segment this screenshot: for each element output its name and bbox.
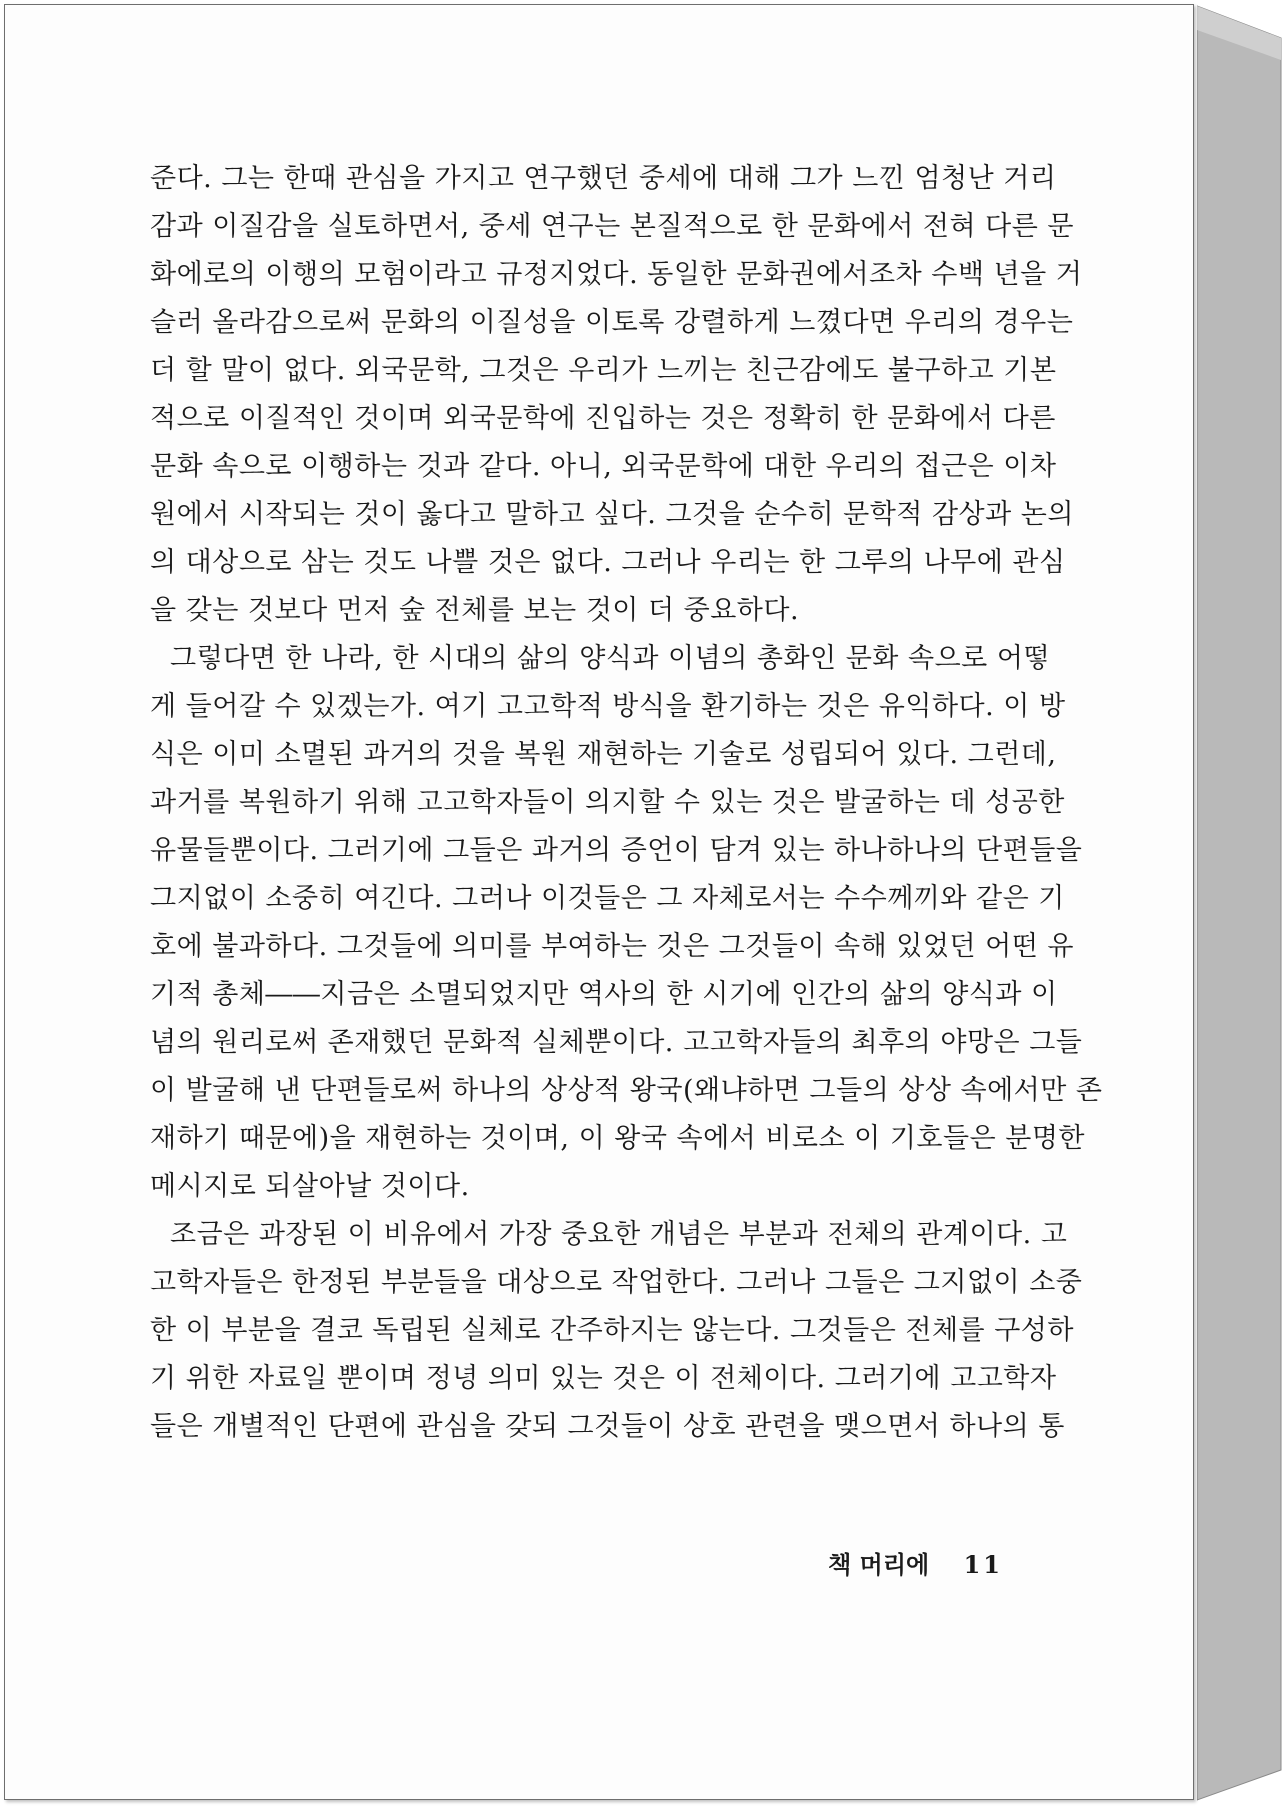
text-line: 그지없이 소중히 여긴다. 그러나 이것들은 그 자체로서는 수수께끼와 같은 기 xyxy=(150,883,1065,914)
paragraph xyxy=(150,155,1083,635)
text-line: 원에서 시작되는 것이 옳다고 말하고 싶다. 그것을 순수히 문학적 감상과 논의 xyxy=(150,499,1074,530)
text-line: 이 발굴해 낸 단편들로써 하나의 상상적 왕국(왜냐하면 그들의 상상 속에서만 존 xyxy=(150,1075,1103,1106)
paragraph xyxy=(150,1211,1083,1451)
text-line: 념의 원리로써 존재했던 문화적 실체뿐이다. 고고학자들의 최후의 야망은 그들 xyxy=(150,1027,1083,1058)
text-line: 조금은 과장된 이 비유에서 가장 중요한 개념은 부분과 전체의 관계이다. 고 xyxy=(170,1219,1068,1250)
text-line: 준다. 그는 한때 관심을 가지고 연구했던 중세에 대해 그가 느낀 엄청난 거리 xyxy=(150,163,1057,194)
text-line: 메시지로 되살아날 것이다. xyxy=(150,1171,470,1202)
text-line: 화에로의 이행의 모험이라고 규정지었다. 동일한 문화권에서조차 수백 년을 거 xyxy=(150,259,1083,290)
book-page xyxy=(4,4,1194,1800)
text-line: 을 갖는 것보다 먼저 숲 전체를 보는 것이 더 중요하다. xyxy=(150,595,800,626)
text-line: 과거를 복원하기 위해 고고학자들이 의지할 수 있는 것은 발굴하는 데 성공한 xyxy=(150,787,1065,818)
text-line: 유물들뿐이다. 그러기에 그들은 과거의 증언이 담겨 있는 하나하나의 단편들을 xyxy=(150,835,1083,866)
page-footer xyxy=(828,1545,1003,1580)
text-line: 그렇다면 한 나라, 한 시대의 삶의 양식과 이념의 총화인 문화 속으로 어떻 xyxy=(170,643,1050,674)
text-line: 기 위한 자료일 뿐이며 정녕 의미 있는 것은 이 전체이다. 그러기에 고고학자 xyxy=(150,1363,1057,1394)
page-number: 11 xyxy=(963,1550,1003,1579)
text-line: 기적 총체――지금은 소멸되었지만 역사의 한 시기에 인간의 삶의 양식과 이 xyxy=(150,979,1058,1010)
text-line: 적으로 이질적인 것이며 외국문학에 진입하는 것은 정확히 한 문화에서 다른 xyxy=(150,403,1056,434)
running-head: 책 머리에 xyxy=(828,1550,930,1579)
text-line: 고학자들은 한정된 부분들을 대상으로 작업한다. 그러나 그들은 그지없이 소중 xyxy=(150,1267,1083,1298)
text-line: 슬러 올라감으로써 문화의 이질성을 이토록 강렬하게 느꼈다면 우리의 경우는 xyxy=(150,307,1074,338)
body-text xyxy=(150,155,1103,1451)
text-line: 재하기 때문에)을 재현하는 것이며, 이 왕국 속에서 비로소 이 기호들은 분명한 xyxy=(150,1123,1085,1154)
text-line: 의 대상으로 삼는 것도 나쁠 것은 없다. 그러나 우리는 한 그루의 나무에 관심 xyxy=(150,547,1066,578)
page-stack-edge xyxy=(1197,0,1283,1806)
text-line: 더 할 말이 없다. 외국문학, 그것은 우리가 느끼는 친근감에도 불구하고 기본 xyxy=(150,355,1057,386)
text-line: 감과 이질감을 실토하면서, 중세 연구는 본질적으로 한 문화에서 전혀 다른 문 xyxy=(150,211,1074,242)
text-line: 식은 이미 소멸된 과거의 것을 복원 재현하는 기술로 성립되어 있다. 그런데, xyxy=(150,739,1057,770)
text-line: 문화 속으로 이행하는 것과 같다. 아니, 외국문학에 대한 우리의 접근은 이차 xyxy=(150,451,1057,482)
text-line: 게 들어갈 수 있겠는가. 여기 고고학적 방식을 환기하는 것은 유익하다. 이 방 xyxy=(150,691,1066,722)
text-line: 들은 개별적인 단편에 관심을 갖되 그것들이 상호 관련을 맺으면서 하나의 통 xyxy=(150,1411,1065,1442)
text-line: 호에 불과하다. 그것들에 의미를 부여하는 것은 그것들이 속해 있었던 어떤 유 xyxy=(150,931,1074,962)
paragraph xyxy=(150,635,1103,1211)
text-line: 한 이 부분을 결코 독립된 실체로 간주하지는 않는다. 그것들은 전체를 구성하 xyxy=(150,1315,1074,1346)
